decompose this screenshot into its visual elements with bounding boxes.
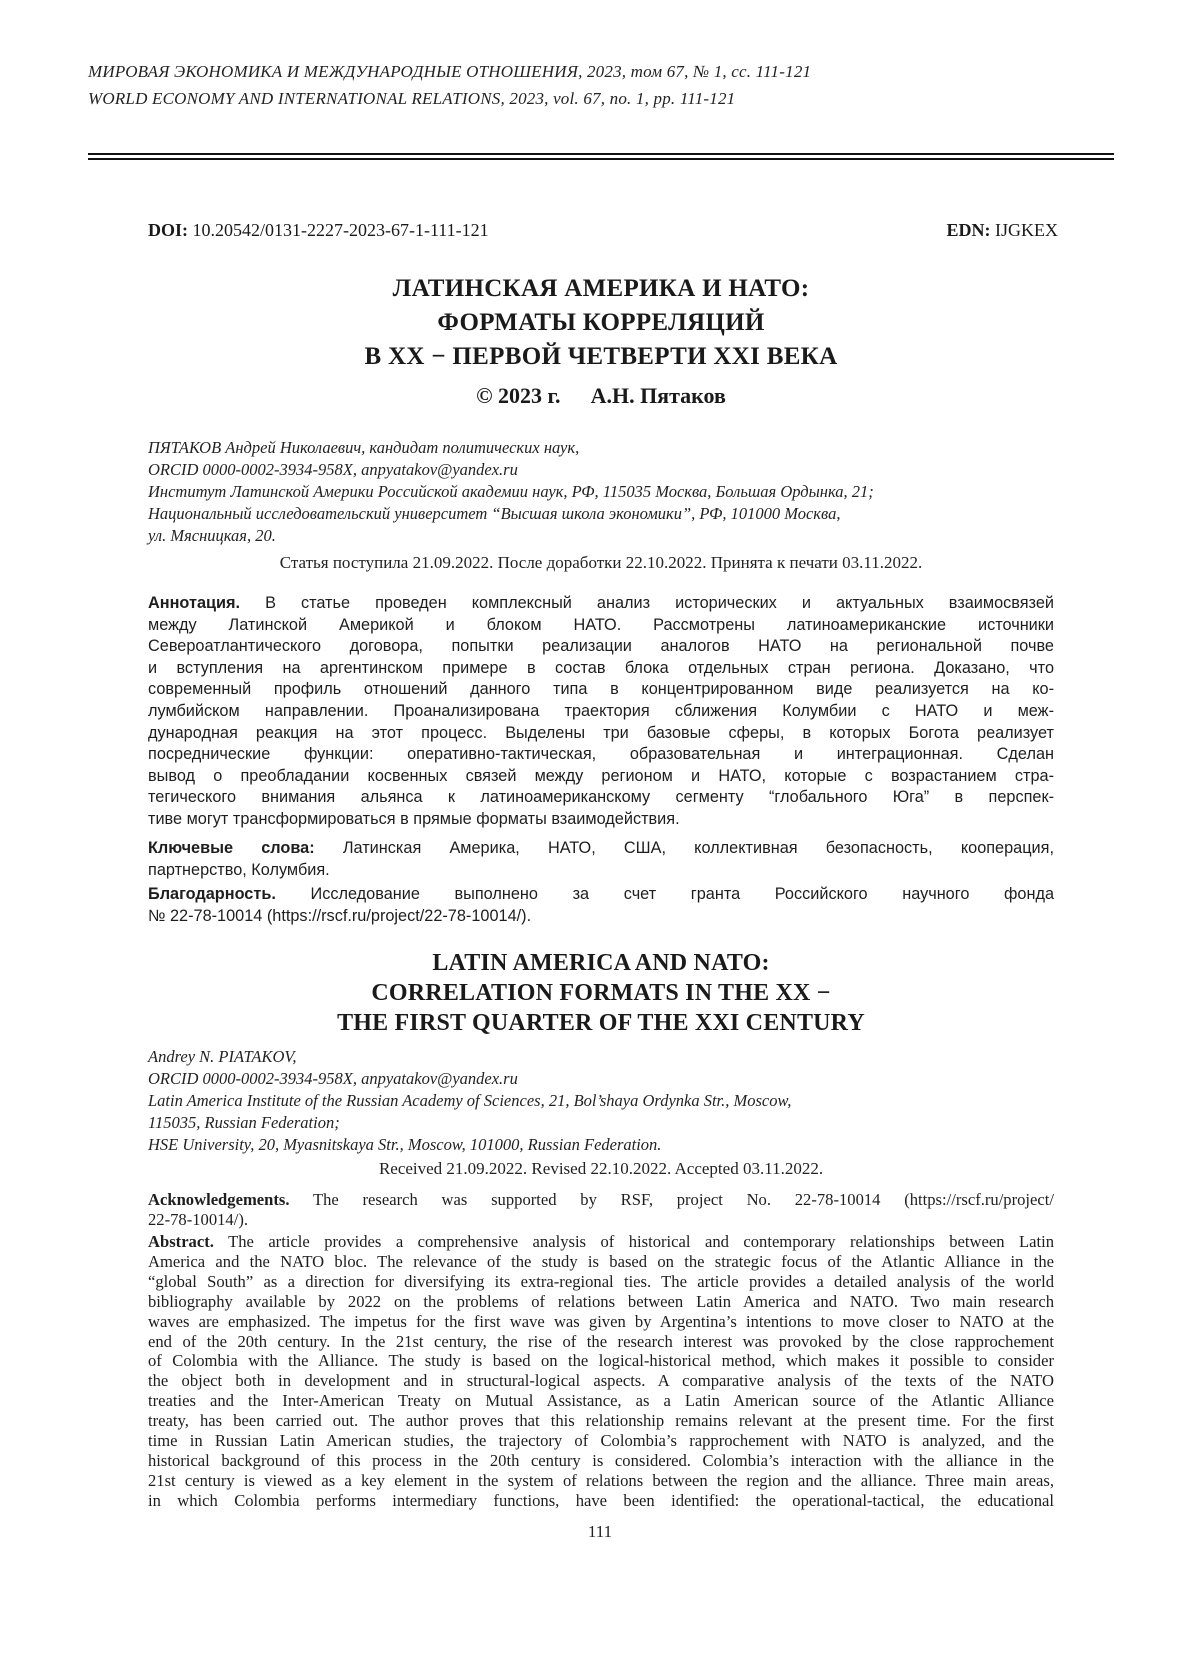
- abstract-en-line: treaties and the Inter-American Treaty on Mutual Assistance, as a Latin American source of the Atlantic Alliance: [148, 1391, 1054, 1411]
- keywords-label: Ключевые слова:: [148, 839, 315, 857]
- abstract-ru-line: лумбийском направлении. Проанализирована траектория сближения Колумбии с НАТО и меж-: [148, 701, 1054, 720]
- acknowledgement-line: Благодарность. Исследование выполнено за счет гранта Российского научного фонда: [148, 885, 1054, 903]
- header-rule-bottom: [88, 158, 1114, 160]
- acknowledgement-en: [148, 1190, 1054, 1230]
- journal-header-en: WORLD ECONOMY AND INTERNATIONAL RELATIONS, 2023, vol. 67, no. 1, pp. 111-121: [88, 89, 736, 108]
- acknowledgement-ru: [148, 884, 1054, 927]
- keywords-ru: [148, 838, 1054, 881]
- title-ru-line: ЛАТИНСКАЯ АМЕРИКА И НАТО:: [392, 275, 810, 302]
- copyright-year: © 2023 г.: [476, 383, 561, 408]
- abstract-ru-line: между Латинской Америкой и блоком НАТО. Рассмотрены латиноамериканские источники: [148, 615, 1054, 634]
- abstract-en-line: time in Russian Latin American studies, the trajectory of Colombia’s rapprochement with NATO is analyzed, and the: [148, 1431, 1054, 1451]
- article-title-en: [148, 948, 1054, 1038]
- acknowledgement-en-label: Acknowledgements.: [148, 1190, 290, 1209]
- abstract-en-line: end of the 20th century. In the 21st century, the rise of the research interest was provoked by the close rapprochement: [148, 1331, 1054, 1351]
- title-ru-line: ФОРМАТЫ КОРРЕЛЯЦИЙ: [437, 309, 765, 336]
- abstract-en-line: 21st century is viewed as a key element in the system of relations between the region and the alliance. Three main areas,: [148, 1470, 1054, 1490]
- abstract-en: [148, 1232, 1054, 1511]
- abstract-en-line: Abstract. The article provides a comprehensive analysis of historical and contemporary relationships between Latin: [148, 1232, 1054, 1251]
- article-title-ru: [148, 272, 1054, 374]
- acknowledgement-label: Благодарность.: [148, 885, 276, 903]
- submission-dates-en: Received 21.09.2022. Revised 22.10.2022. Accepted 03.11.2022.: [378, 1159, 824, 1178]
- affiliation-line: Andrey N. PIATAKOV,: [148, 1047, 297, 1066]
- affiliation-line: HSE University, 20, Myasnitskaya Str., Moscow, 101000, Russian Federation.: [148, 1135, 662, 1154]
- abstract-ru-line: Североатлантического договора, попытки реализации аналогов НАТО на региональной почве: [148, 637, 1054, 656]
- abstract-ru-label: Аннотация.: [148, 594, 241, 612]
- abstract-ru-line: современный профиль отношений данного типа в концентрированном виде реализуется на ко-: [148, 680, 1054, 699]
- abstract-en-line: “global South” as a direction for diversifying its extra-regional ties. The article provides a detailed analysis of the world: [148, 1271, 1054, 1291]
- title-en-line: THE FIRST QUARTER OF THE XXI CENTURY: [337, 1010, 865, 1036]
- byline: [148, 383, 1054, 409]
- abstract-en-line: of Colombia with the Alliance. The study is based on the logical-historical method, which makes it possible to consider: [148, 1351, 1054, 1371]
- author-affiliation-ru: [148, 437, 1058, 547]
- affiliation-line: ORCID 0000-0002-3934-958X, anpyatakov@yandex.ru: [148, 460, 518, 479]
- doi-label: DOI:: [148, 220, 188, 240]
- abstract-ru-line: посреднические функции: оперативно-тактическая, образовательная и интеграционная. Сделан: [148, 745, 1054, 764]
- acknowledgement-line: № 22-78-10014 (https://rscf.ru/project/22-78-10014/).: [148, 906, 532, 925]
- abstract-ru-line: тиве могут трансформироваться в прямые форматы взаимодействия.: [148, 809, 680, 828]
- abstract-ru-line: тегического внимания альянса к латиноамериканскому сегменту “глобального Юга” в перспек-: [148, 788, 1054, 807]
- journal-header-ru: МИРОВАЯ ЭКОНОМИКА И МЕЖДУНАРОДНЫЕ ОТНОШЕНИЯ, 2023, том 67, № 1, сс. 111-121: [88, 62, 812, 81]
- acknowledgement-en-line: 22-78-10014/).: [148, 1209, 249, 1229]
- abstract-ru-line: и вступления на аргентинском примере в состав блока отдельных стран региона. Доказано, что: [148, 658, 1054, 677]
- keywords-line: партнерство, Колумбия.: [148, 860, 330, 879]
- keywords-line: Ключевые слова: Латинская Америка, НАТО, США, коллективная безопасность, кооперация,: [148, 839, 1054, 857]
- affiliation-line: ПЯТАКОВ Андрей Николаевич, кандидат политических наук,: [148, 438, 580, 457]
- abstract-en-line: waves are emphasized. The impetus for the first wave was given by Argentina’s intentions to move closer to NATO at the: [148, 1311, 1054, 1331]
- affiliation-line: ул. Мясницкая, 20.: [148, 526, 276, 545]
- edn-value: IJGKEX: [995, 220, 1058, 240]
- abstract-en-label: Abstract.: [148, 1232, 214, 1251]
- author-name: А.Н. Пятаков: [590, 383, 726, 408]
- abstract-ru: [148, 593, 1054, 831]
- abstract-ru-line: Аннотация. В статье проведен комплексный анализ исторических и актуальных взаимосвязей: [148, 594, 1054, 612]
- abstract-en-line: bibliography available by 2022 on the problems of relations between Latin America and NATO. Two main research: [148, 1291, 1054, 1311]
- doi-line: [148, 220, 489, 241]
- abstract-ru-line: дународная реакция на этот процесс. Выделены три базовые сферы, в которых Богота реализует: [148, 723, 1054, 742]
- acknowledgement-en-line: Acknowledgements. The research was supported by RSF, project No. 22-78-10014 (https://rscf.ru/project/: [148, 1190, 1054, 1209]
- doi-value[interactable]: 10.20542/0131-2227-2023-67-1-111-121: [192, 220, 489, 240]
- title-en-line: CORRELATION FORMATS IN THE XX −: [371, 980, 831, 1006]
- author-affiliation-en: [148, 1046, 1058, 1156]
- affiliation-line: 115035, Russian Federation;: [148, 1113, 340, 1132]
- edn-line: [947, 220, 1059, 241]
- abstract-en-line: America and the NATO bloc. The relevance of the study is based on the strategic focus of the Atlantic Alliance in the: [148, 1251, 1054, 1271]
- abstract-ru-line: вывод о преобладании косвенных связей между регионом и НАТО, которые с возрастанием стра-: [148, 766, 1054, 785]
- affiliation-line: Latin America Institute of the Russian Academy of Sciences, 21, Bol’shaya Ordynka Str., Moscow,: [148, 1091, 792, 1110]
- affiliation-line: ORCID 0000-0002-3934-958X, anpyatakov@yandex.ru: [148, 1069, 518, 1088]
- title-ru-line: В ХХ − ПЕРВОЙ ЧЕТВЕРТИ XXI ВЕКА: [364, 343, 838, 370]
- page-number: 111: [587, 1522, 613, 1541]
- affiliation-line: Национальный исследовательский университет “Высшая школа экономики”, РФ, 101000 Москва,: [148, 504, 841, 523]
- edn-label: EDN:: [946, 220, 991, 240]
- submission-dates-ru: Статья поступила 21.09.2022. После доработки 22.10.2022. Принята к печати 03.11.2022.: [279, 553, 923, 572]
- abstract-en-line: treaty, has been carried out. The author proves that this relationship remains relevant at the present time. For the first: [148, 1411, 1054, 1431]
- affiliation-line: Институт Латинской Америки Российской академии наук, РФ, 115035 Москва, Большая Ордынка, 21;: [148, 482, 874, 501]
- abstract-en-line: the object both in development and in structural-logical aspects. A comparative analysis of the texts of the NATO: [148, 1371, 1054, 1391]
- header-rule-top: [88, 153, 1114, 155]
- title-en-line: LATIN AMERICA AND NATO:: [432, 950, 770, 976]
- abstract-en-line: in which Colombia performs intermediary functions, have been identified: the operational-tactical, the educational: [148, 1490, 1054, 1510]
- abstract-en-line: historical background of this process in the 20th century is considered. Colombia’s interaction with the alliance in the: [148, 1450, 1054, 1470]
